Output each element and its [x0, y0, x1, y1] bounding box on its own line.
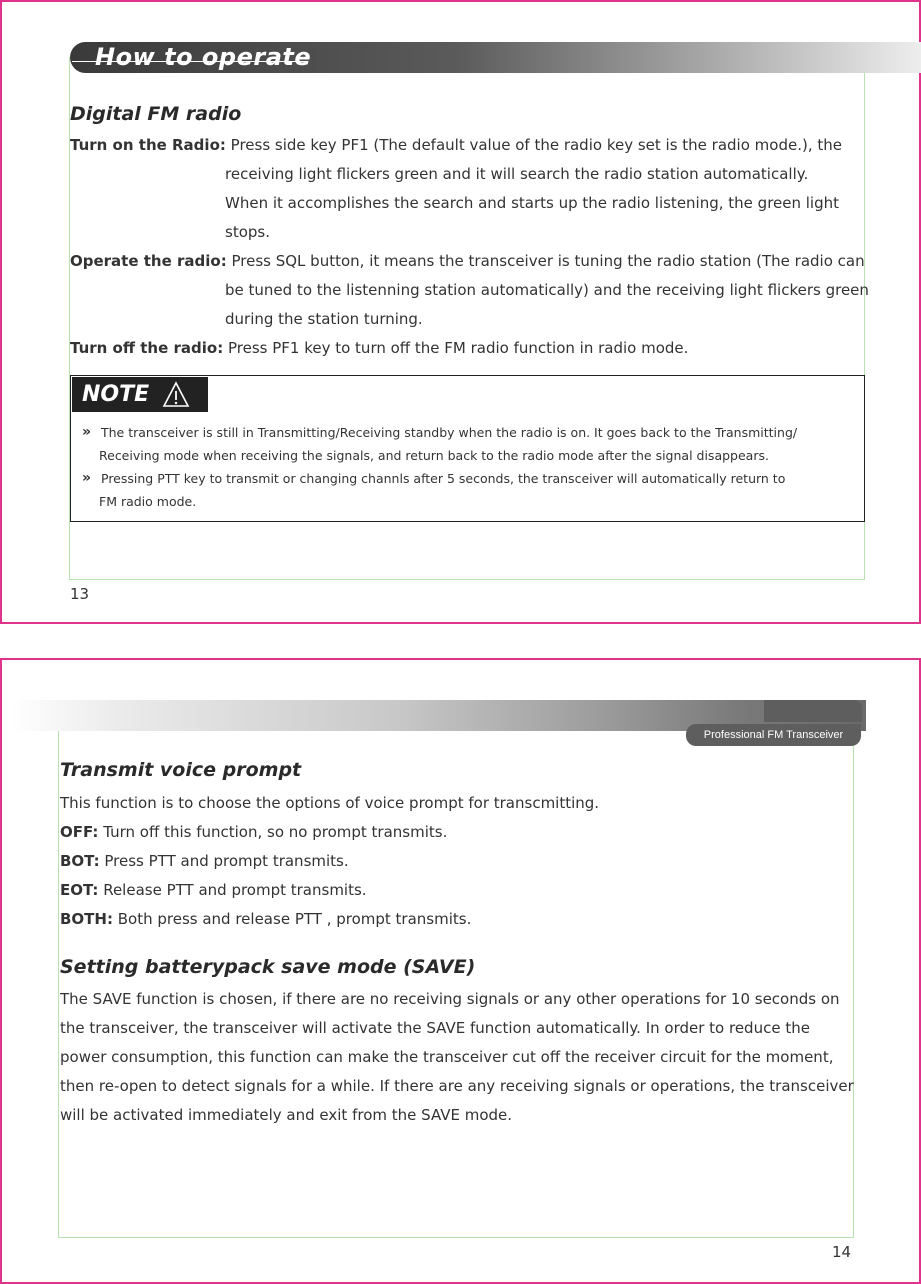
- option-off: [60, 818, 447, 847]
- item-label: Turn off the radio:: [70, 339, 224, 357]
- item-text: receiving light flickers green and it will search the radio station automatically.: [225, 165, 809, 183]
- note-tag: [72, 377, 208, 412]
- option-label: OFF:: [60, 823, 99, 841]
- option-text: Both press and release PTT , prompt transmits.: [117, 910, 472, 928]
- note-text: Pressing PTT key to transmit or changing channls after 5 seconds, the transceiver will automatically return to: [101, 471, 786, 486]
- item-text: stops.: [225, 223, 270, 241]
- item-operate-radio: [70, 247, 865, 276]
- header-tab: [764, 700, 862, 722]
- option-label: BOT:: [60, 852, 100, 870]
- chevron-right-icon: »: [82, 470, 92, 486]
- item-turn-off-radio: [70, 334, 688, 363]
- item-label: Operate the radio:: [70, 252, 227, 270]
- header-badge: Professional FM Transceiver: [686, 724, 861, 746]
- item-text: Press SQL button, it means the transceiver is tuning the radio station (The radio can: [231, 252, 865, 270]
- paragraph-line: power consumption, this function can make the transceiver cut off the receiver circuit for the moment,: [60, 1048, 834, 1066]
- item-turn-on-radio: [70, 131, 842, 160]
- note-text: FM radio mode.: [99, 494, 197, 509]
- section-title-digital-fm-radio: Digital FM radio: [70, 103, 242, 125]
- manual-page-13: [0, 0, 921, 624]
- item-text: When it accomplishes the search and starts up the radio listening, the green light: [225, 194, 840, 212]
- note-text: The transceiver is still in Transmitting/Receiving standby when the radio is on. It goes back to the Transmitting/: [101, 425, 798, 440]
- paragraph-line: then re-open to detect signals for a while. If there are any receiving signals or operations, the transceiver: [60, 1077, 854, 1095]
- note-label: NOTE: [82, 382, 150, 407]
- option-bot: [60, 847, 349, 876]
- item-label: Turn on the Radio:: [70, 136, 226, 154]
- note-text: Receiving mode when receiving the signals, and return back to the radio mode after the signal disappears.: [99, 448, 769, 463]
- item-text: be tuned to the listenning station automatically) and the receiving light flickers green: [225, 281, 869, 299]
- option-label: BOTH:: [60, 910, 113, 928]
- warning-triangle-icon: [162, 381, 190, 408]
- paragraph-line: The SAVE function is chosen, if there are no receiving signals or any other operations for 10 seconds on: [60, 990, 840, 1008]
- option-text: Turn off this function, so no prompt transmits.: [103, 823, 448, 841]
- item-text: during the station turning.: [225, 310, 423, 328]
- chevron-right-icon: »: [82, 424, 92, 440]
- section-intro: This function is to choose the options of voice prompt for transcmitting.: [60, 794, 600, 812]
- paragraph-line: will be activated immediately and exit from the SAVE mode.: [60, 1106, 513, 1124]
- item-text: Press side key PF1 (The default value of the radio key set is the radio mode.), the: [230, 136, 842, 154]
- item-text: Press PF1 key to turn off the FM radio function in radio mode.: [227, 339, 689, 357]
- section-title-save-mode: Setting batterypack save mode (SAVE): [60, 956, 476, 978]
- option-eot: [60, 876, 367, 905]
- page-number: 14: [832, 1243, 852, 1261]
- option-both: [60, 905, 471, 934]
- manual-page-14: [0, 658, 921, 1284]
- page-number: 13: [70, 585, 90, 603]
- paragraph-line: the transceiver, the transceiver will activate the SAVE function automatically. In order to reduce the: [60, 1019, 810, 1037]
- option-text: Press PTT and prompt transmits.: [104, 852, 349, 870]
- header-title: How to operate: [95, 43, 312, 71]
- option-text: Release PTT and prompt transmits.: [103, 881, 367, 899]
- section-title-transmit-voice-prompt: Transmit voice prompt: [60, 759, 302, 781]
- option-label: EOT:: [60, 881, 99, 899]
